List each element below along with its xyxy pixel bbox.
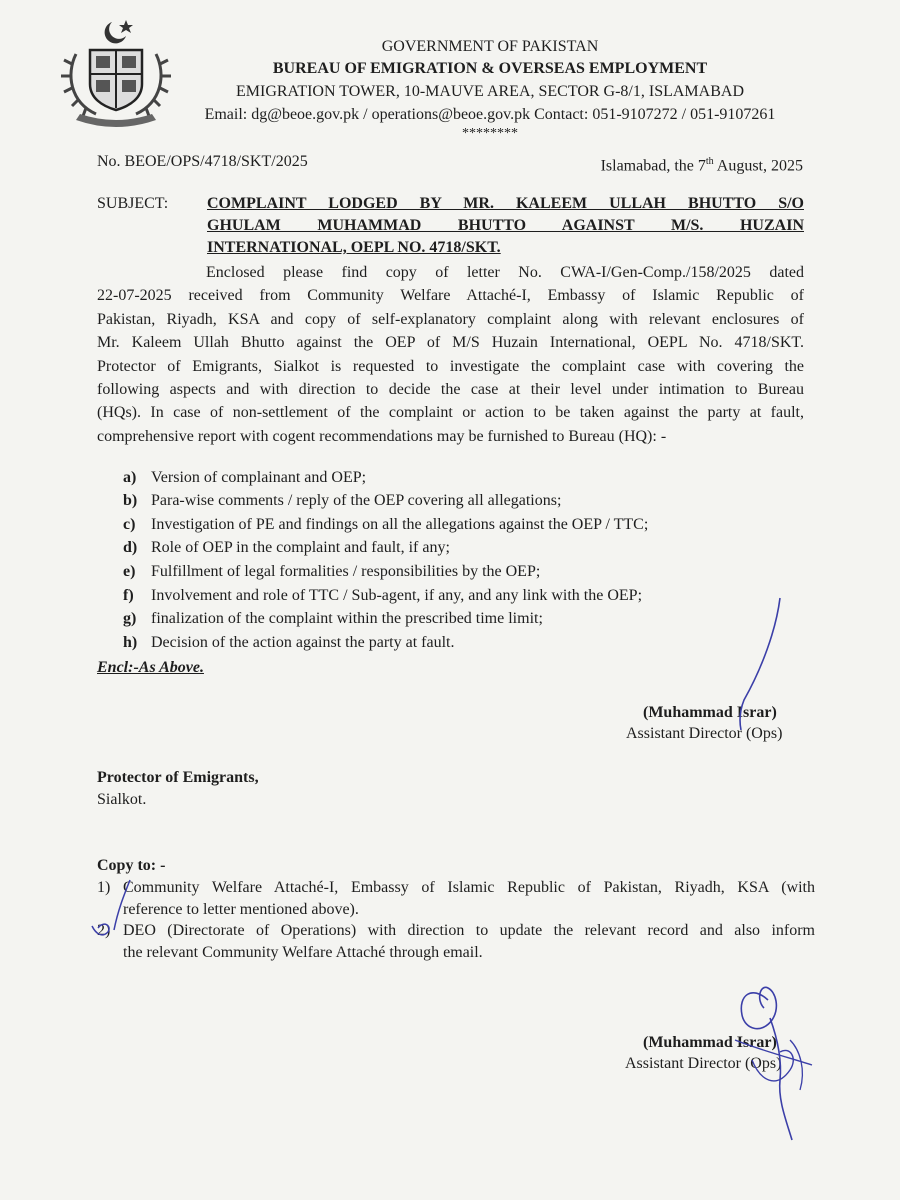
copy-item-line: reference to letter mentioned above). <box>123 901 359 918</box>
bureau-address: EMIGRATION TOWER, 10-MAUVE AREA, SECTOR G-8/1, ISLAMABAD <box>235 83 744 100</box>
date-ordinal: th <box>705 156 714 167</box>
copy-item-line: DEO (Directorate of Operations) with direction to update the relevant record and also inform <box>123 922 815 939</box>
subject-line-3: INTERNATIONAL, OEPL NO. 4718/SKT. <box>207 239 501 256</box>
addressee-city: Sialkot. <box>97 791 147 808</box>
contact-line: Email: dg@beoe.gov.pk / operations@beoe.gov.pk Contact: 051-9107272 / 051-9107261 <box>204 106 776 123</box>
copy-item-line: the relevant Community Welfare Attaché through email. <box>123 944 483 961</box>
addressee-title: Protector of Emigrants, <box>97 769 259 786</box>
body-line-3: Pakistan, Riyadh, KSA and copy of self-explanatory complaint along with relevant enclosures of <box>97 310 804 328</box>
bureau-heading: BUREAU OF EMIGRATION & OVERSEAS EMPLOYMENT <box>272 60 708 77</box>
aspect-label: d) <box>123 539 138 556</box>
aspect-text: Fulfillment of legal formalities / responsibilities by the OEP; <box>151 563 541 580</box>
reference-number: No. BEOE/OPS/4718/SKT/2025 <box>97 153 308 170</box>
aspect-text: Para-wise comments / reply of the OEP covering all allegations; <box>151 492 562 509</box>
aspect-label: b) <box>123 492 138 509</box>
body-line-7: (HQs). In case of non-settlement of the complaint or action to be taken against the party at fault, <box>97 404 804 422</box>
date-prefix: Islamabad, the 7 <box>600 157 706 175</box>
aspect-text: finalization of the complaint within the prescribed time limit; <box>151 610 543 627</box>
subject-line-1: COMPLAINT LODGED BY MR. KALEEM ULLAH BHUTTO S/O <box>207 195 804 212</box>
signatory-designation: Assistant Director (Ops) <box>626 725 783 742</box>
aspect-text: Involvement and role of TTC / Sub-agent, if any, and any link with the OEP; <box>151 587 643 604</box>
copy-to-heading: Copy to: - <box>97 857 166 874</box>
signatory-name: (Muhammad Israr) <box>643 1034 777 1051</box>
aspect-text: Role of OEP in the complaint and fault, if any; <box>151 539 450 556</box>
aspect-label: f) <box>123 587 134 604</box>
enclosure-note: Encl:-As Above. <box>97 659 204 676</box>
aspect-text: Investigation of PE and findings on all the allegations against the OEP / TTC; <box>151 516 649 533</box>
subject-line-2: GHULAM MUHAMMAD BHUTTO AGAINST M/S. HUZAIN <box>207 217 804 234</box>
aspect-text: Decision of the action against the party at fault. <box>151 634 455 651</box>
aspect-label: g) <box>123 610 137 627</box>
subject-label: SUBJECT: <box>97 195 169 212</box>
body-line-1: Enclosed please find copy of letter No. CWA-I/Gen-Comp./158/2025 dated <box>206 264 804 281</box>
aspect-label: c) <box>123 516 136 533</box>
signatory-name: (Muhammad Israr) <box>643 704 777 721</box>
body-line-2: 22-07-2025 received from Community Welfare Attaché-I, Embassy of Islamic Republic of <box>97 287 804 305</box>
copy-item-number: 2) <box>97 922 111 939</box>
body-line-5: Protector of Emigrants, Sialkot is requested to investigate the complaint case with covering the <box>97 357 804 375</box>
copy-item-number: 1) <box>97 879 111 896</box>
aspect-text: Version of complainant and OEP; <box>151 469 367 486</box>
aspect-label: h) <box>123 634 138 651</box>
body-line-4: Mr. Kaleem Ullah Bhutto against the OEP of M/S Huzain International, OEPL No. 4718/SKT. <box>97 334 804 352</box>
header-stars: ******** <box>462 126 518 141</box>
body-line-6: following aspects and with direction to decide the case at their level under intimation to Bureau <box>97 381 804 399</box>
government-heading: GOVERNMENT OF PAKISTAN <box>381 38 599 55</box>
body-line-8: comprehensive report with cogent recommendations may be furnished to Bureau (HQ): - <box>97 427 667 445</box>
signatory-designation: Assistant Director (Ops) <box>625 1055 782 1072</box>
aspect-label: a) <box>123 469 137 486</box>
date-suffix: August, 2025 <box>713 157 803 175</box>
copy-item-line: Community Welfare Attaché-I, Embassy of Islamic Republic of Pakistan, Riyadh, KSA (with <box>123 879 815 896</box>
aspect-label: e) <box>123 563 136 580</box>
